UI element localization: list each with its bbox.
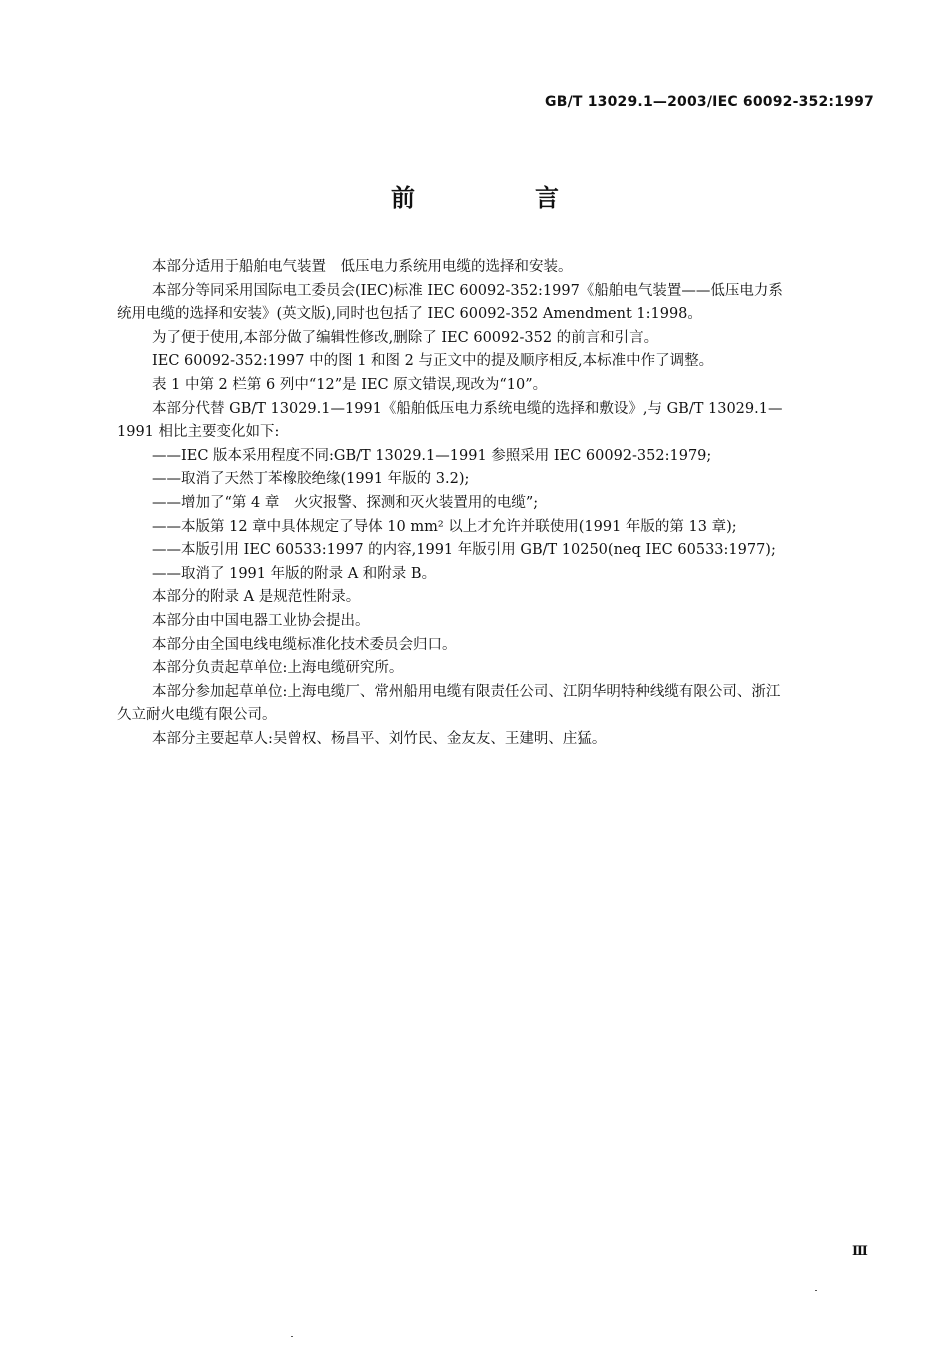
paragraph-line: 本部分的附录 A 是规范性附录。 [152, 589, 361, 606]
change-item [117, 516, 873, 540]
paragraph-line: ——取消了天然丁苯橡胶绝缘(1991 年版的 3.2); [152, 471, 470, 488]
change-item [117, 539, 873, 563]
paragraph-line: 统用电缆的选择和安装》(英文版),同时也包括了 IEC 60092-352 Amendment 1:1998。 [117, 306, 702, 323]
paragraph-table-correction [117, 374, 873, 398]
paragraph-line: 本部分适用于船舶电气装置 低压电力系统用电缆的选择和安装。 [152, 259, 573, 275]
paragraph-line: 本部分代替 GB/T 13029.1—1991《船舶低压电力系统电缆的选择和敷设》,与 GB/T 13029.1— [152, 400, 783, 417]
change-item [117, 492, 873, 516]
paragraph-centralized-by [117, 634, 873, 658]
standard-code-header: GB/T 13029.1—2003/IEC 60092-352:1997 [545, 94, 874, 110]
paragraph-line: ——本版第 12 章中具体规定了导体 10 mm² 以上才允许并联使用(1991 年版的第 13 章); [152, 518, 737, 535]
change-item [117, 468, 873, 492]
paragraph-editorial [117, 327, 873, 351]
paragraph-figures [117, 350, 873, 374]
paragraph-line: 本部分主要起草人:吴曾权、杨昌平、刘竹民、金友友、王建明、庄猛。 [152, 730, 607, 747]
paragraph-line: 久立耐火电缆有限公司。 [117, 707, 277, 724]
scan-speck [291, 1336, 293, 1337]
page-number: Ⅲ [852, 1244, 867, 1259]
paragraph-line: 本部分等同采用国际电工委员会(IEC)标准 IEC 60092-352:1997《船舶电气装置——低压电力系 [152, 282, 783, 299]
paragraph-line: 为了便于使用,本部分做了编辑性修改,删除了 IEC 60092-352 的前言和引言。 [152, 329, 659, 346]
paragraph-drafters [117, 728, 873, 752]
paragraph-annex [117, 586, 873, 610]
paragraph-line: 本部分由全国电线电缆标准化技术委员会归口。 [152, 636, 457, 653]
change-item [117, 445, 873, 469]
change-item [117, 563, 873, 587]
paragraph-adoption [117, 280, 873, 327]
paragraph-drafting-unit [117, 657, 873, 681]
paragraph-replaces [117, 398, 873, 445]
page-title: 前 言 [391, 184, 607, 212]
paragraph-proposed-by [117, 610, 873, 634]
paragraph-line: ——取消了 1991 年版的附录 A 和附录 B。 [152, 565, 437, 582]
paragraph-participating-units [117, 681, 873, 728]
paragraph-line: ——本版引用 IEC 60533:1997 的内容,1991 年版引用 GB/T 10250(neq IEC 60533:1977); [152, 542, 776, 559]
paragraph-line: 本部分由中国电器工业协会提出。 [152, 612, 370, 629]
foreword-body [117, 256, 873, 751]
paragraph-line: 本部分参加起草单位:上海电缆厂、常州船用电缆有限责任公司、江阴华明特种线缆有限公司、浙江 [152, 683, 781, 700]
paragraph-scope [117, 256, 873, 280]
paragraph-line: ——IEC 版本采用程度不同:GB/T 13029.1—1991 参照采用 IEC 60092-352:1979; [152, 447, 712, 464]
paragraph-line: IEC 60092-352:1997 中的图 1 和图 2 与正文中的提及顺序相反,本标准中作了调整。 [152, 353, 714, 370]
paragraph-line: 本部分负责起草单位:上海电缆研究所。 [152, 660, 404, 677]
paragraph-line: ——增加了“第 4 章 火灾报警、探测和灭火装置用的电缆”; [152, 494, 539, 511]
scan-speck [815, 1290, 817, 1291]
paragraph-line: 表 1 中第 2 栏第 6 列中“12”是 IEC 原文错误,现改为“10”。 [152, 376, 548, 393]
paragraph-line: 1991 相比主要变化如下: [117, 424, 280, 441]
